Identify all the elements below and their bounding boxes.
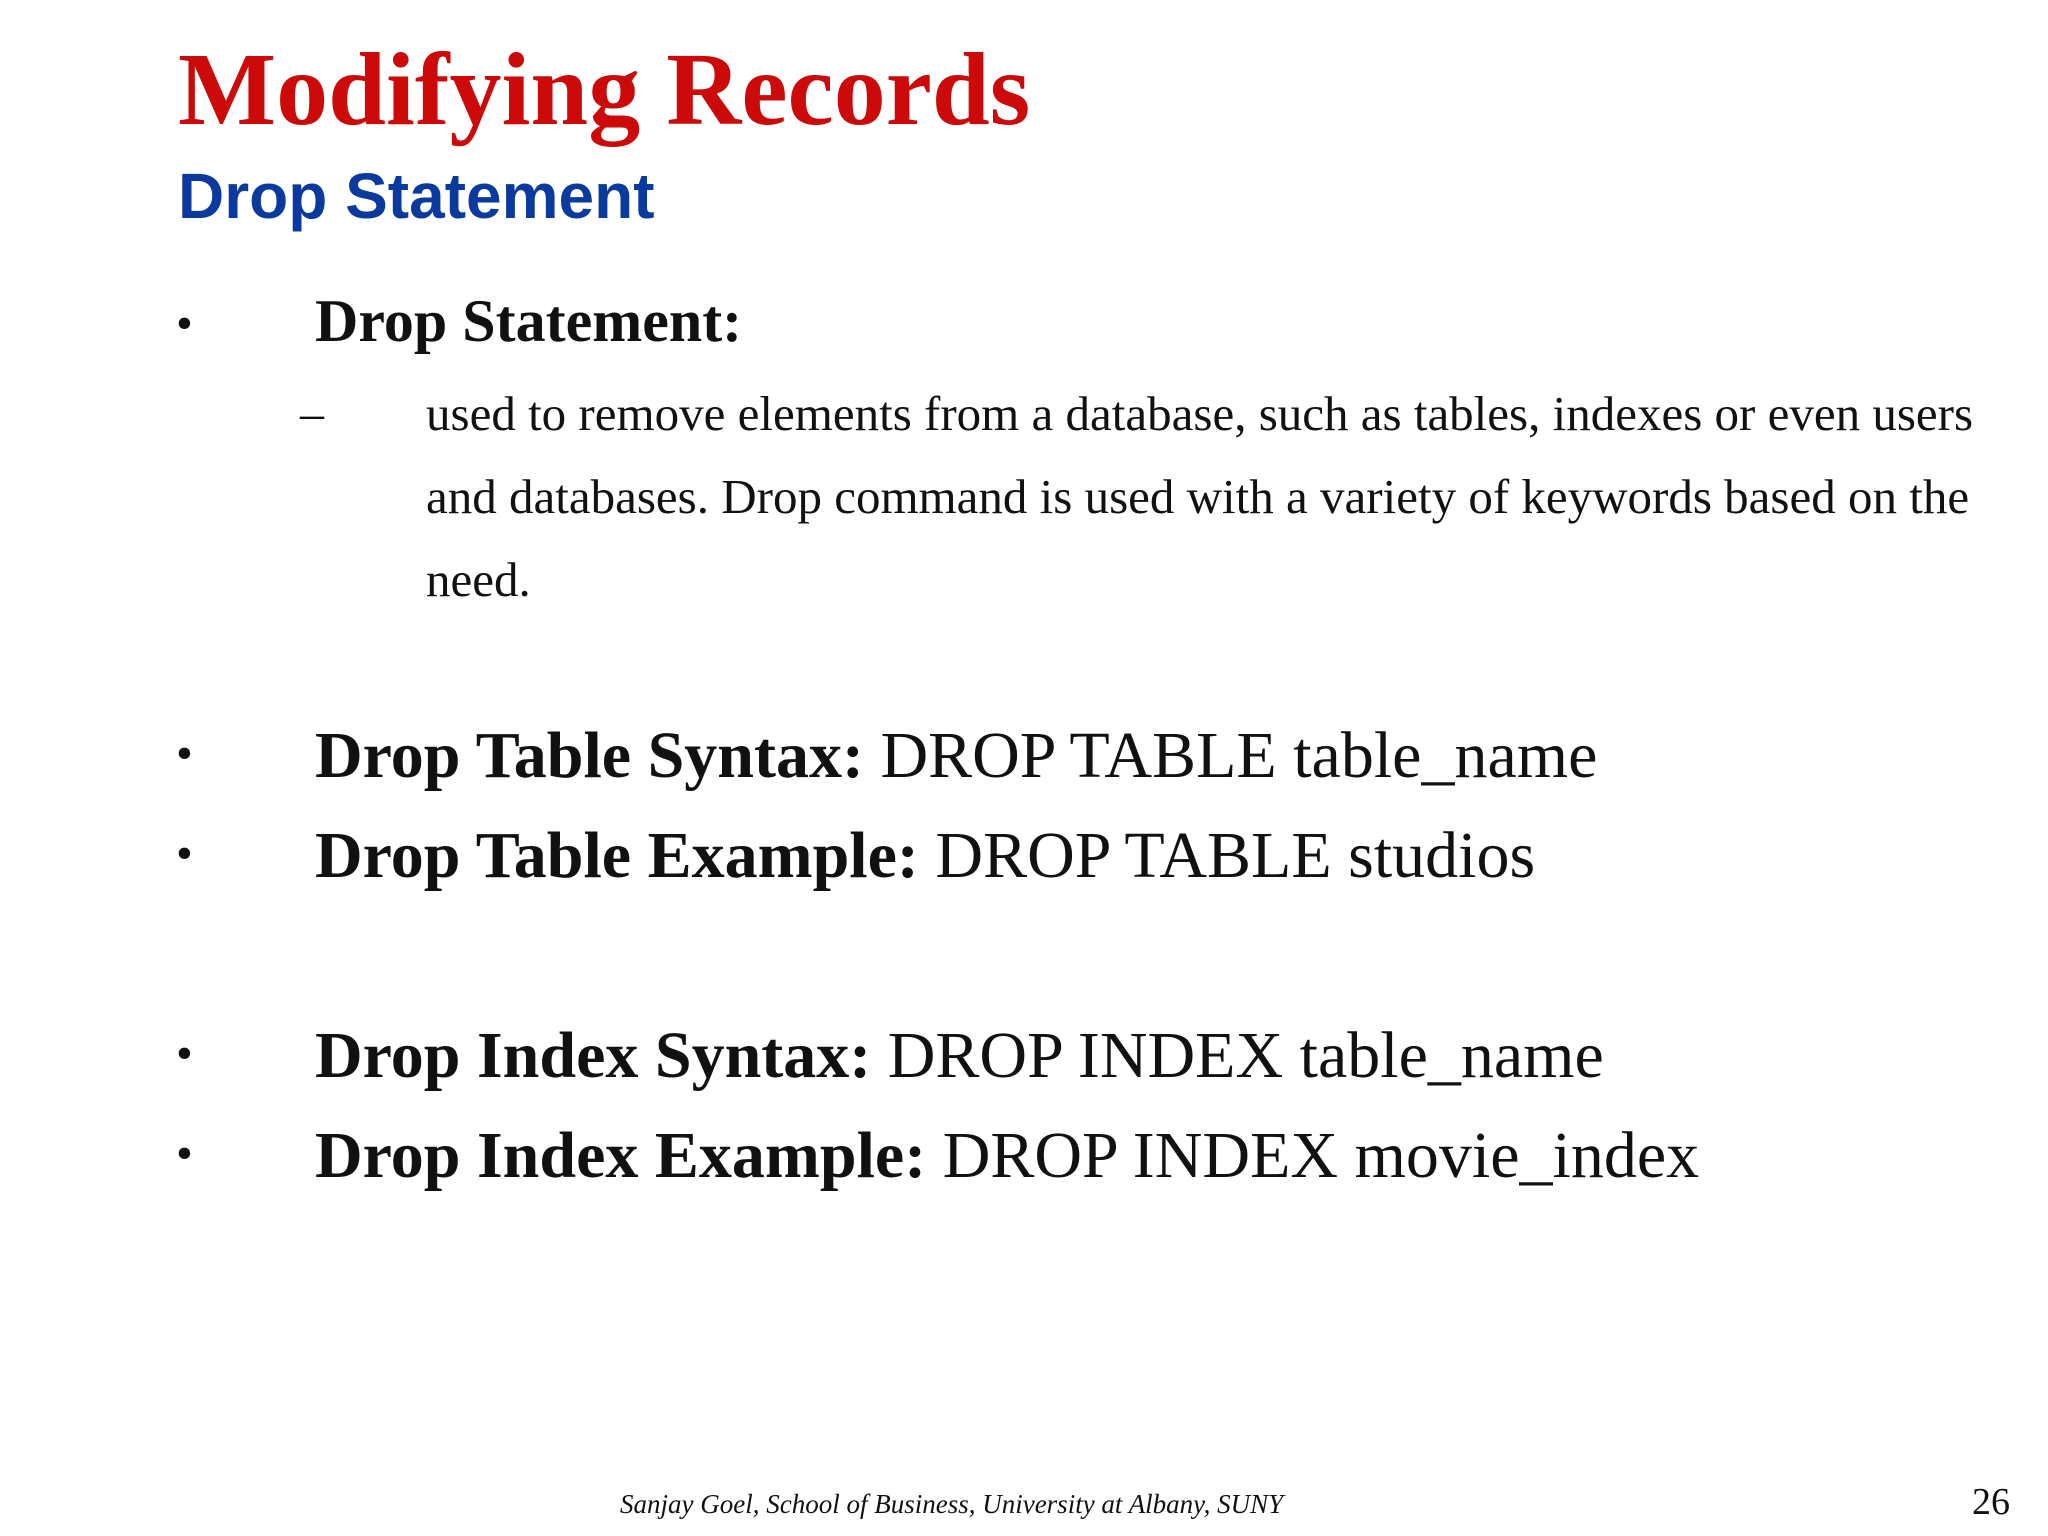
- slide-title: Modifying Records: [178, 32, 1031, 147]
- page-number: 26: [1972, 1481, 2010, 1523]
- description-text: used to remove elements from a database, such as tables, indexes or even users and databases. Drop command is used with a variety of keywords based on the need.: [426, 386, 1974, 607]
- bullet-label: Drop Statement:: [315, 288, 743, 354]
- bullet-value: DROP TABLE table_name: [880, 719, 1598, 792]
- dash-icon: –: [300, 387, 324, 440]
- bullet-drop-index-syntax: [0, 1016, 2048, 1096]
- bullet-drop-table-example: [0, 816, 2048, 896]
- bullet-icon: •: [176, 297, 193, 350]
- footer-credit: Sanjay Goel, School of Business, University at Albany, SUNY: [620, 1489, 1284, 1519]
- bullet-drop-index-example: [0, 1116, 2048, 1196]
- bullet-value: DROP INDEX movie_index: [942, 1119, 1700, 1192]
- bullet-drop-statement: [0, 286, 2048, 356]
- bullet-label: Drop Index Example:: [315, 1119, 927, 1192]
- bullet-drop-table-syntax: [0, 716, 2048, 796]
- bullet-label: Drop Index Syntax:: [315, 1019, 872, 1092]
- bullet-icon: •: [176, 1027, 193, 1080]
- bullet-value: DROP INDEX table_name: [887, 1019, 1604, 1092]
- bullet-value: DROP TABLE studios: [935, 819, 1536, 892]
- bullet-icon: •: [176, 727, 193, 780]
- slide-subtitle: Drop Statement: [178, 160, 655, 232]
- bullet-label: Drop Table Syntax:: [315, 719, 864, 792]
- bullet-icon: •: [176, 1127, 193, 1180]
- bullet-icon: •: [176, 827, 193, 880]
- bullet-label: Drop Table Example:: [315, 819, 919, 892]
